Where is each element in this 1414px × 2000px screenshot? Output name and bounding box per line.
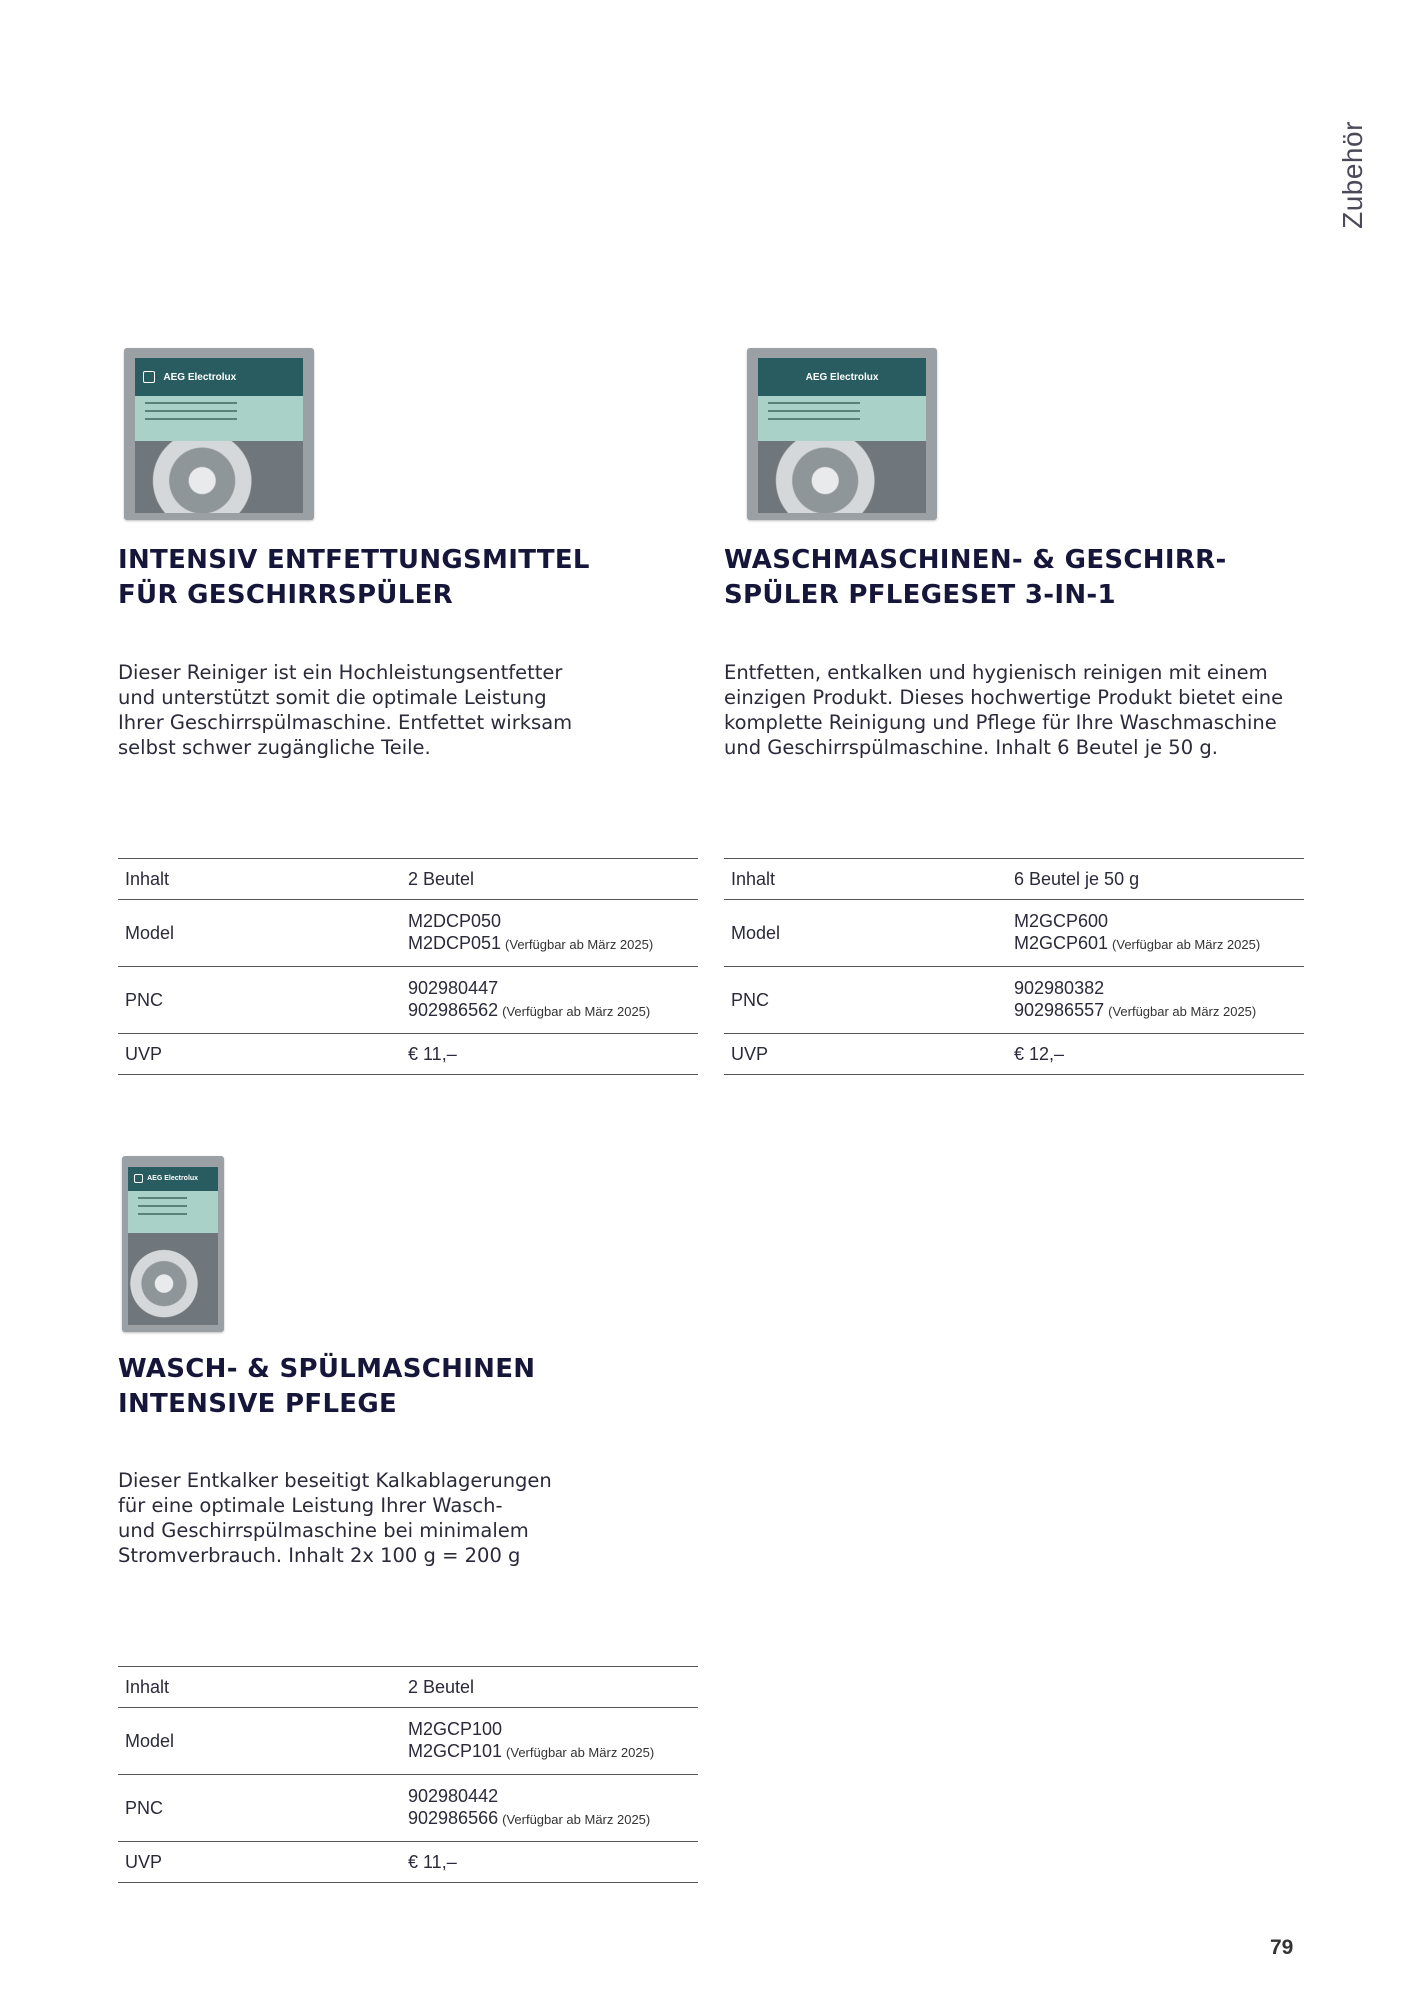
section-tab	[1330, 110, 1376, 240]
product-title: WASCHMASCHINEN- & GESCHIRR- SPÜLER PFLEGESET 3-IN-1	[724, 545, 1227, 610]
product-description: Dieser Reiniger ist ein Hochleistungsentfetter und unterstützt somit die optimale Leistung Ihrer Geschirrspülmaschine. Entfettet wirksam selbst schwer zugängliche Teile.	[118, 661, 573, 759]
spec-row-model: Model M2GCP100 M2GCP101 (Verfügbar ab März 2025)	[118, 1708, 698, 1775]
pack-brand: AEG Electrolux	[163, 371, 237, 383]
product-title: WASCH- & SPÜLMASCHINEN INTENSIVE PFLEGE	[118, 1354, 536, 1419]
pack-image	[747, 348, 937, 520]
section-label: Zubehör	[1337, 121, 1369, 229]
page-number: 79	[1270, 1936, 1294, 1959]
spec-table	[724, 858, 1304, 1075]
spec-row-pnc: PNC 902980447 902986562 (Verfügbar ab März 2025)	[118, 967, 698, 1034]
spec-row-model: Model M2GCP600 M2GCP601 (Verfügbar ab März 2025)	[724, 900, 1304, 967]
spec-table	[118, 1666, 698, 1883]
spec-row-pnc: PNC 902980442 902986566 (Verfügbar ab März 2025)	[118, 1775, 698, 1842]
spec-row-model: Model M2DCP050 M2DCP051 (Verfügbar ab März 2025)	[118, 900, 698, 967]
product-card-2	[724, 0, 1304, 1100]
pack-brand: AEG Electrolux	[147, 1175, 199, 1183]
spec-row-inhalt: Inhalt 2 Beutel	[118, 1667, 698, 1708]
clean-and-care-pack-icon	[747, 348, 937, 520]
spec-row-uvp: UVP € 11,–	[118, 1034, 698, 1075]
product-description: Entfetten, entkalken und hygienisch reinigen mit einem einzigen Produkt. Dieses hochwertige Produkt bietet eine komplette Reinigung und Pflege für Ihre Waschmaschine und Geschirrspülmaschine. Inhalt 6 Beutel je 50 g.	[724, 661, 1284, 759]
spec-row-uvp: UVP € 11,–	[118, 1842, 698, 1883]
product-description: Dieser Entkalker beseitigt Kalkablagerungen für eine optimale Leistung Ihrer Wasch- und Geschirrspülmaschine bei minimalem Stromverbrauch. Inhalt 2x 100 g = 200 g	[118, 1469, 552, 1567]
spec-row-inhalt: Inhalt 6 Beutel je 50 g	[724, 859, 1304, 900]
product-card-3	[118, 0, 698, 1900]
super-care-pack-icon	[122, 1156, 224, 1332]
pack-brand: AEG Electrolux	[805, 371, 879, 383]
product-title: INTENSIV ENTFETTUNGSMITTEL FÜR GESCHIRRSPÜLER	[118, 545, 590, 610]
spec-row-pnc: PNC 902980382 902986557 (Verfügbar ab März 2025)	[724, 967, 1304, 1034]
pack-image	[122, 1156, 224, 1332]
spec-row-uvp: UVP € 12,–	[724, 1034, 1304, 1075]
spec-row-inhalt: Inhalt 2 Beutel	[118, 859, 698, 900]
